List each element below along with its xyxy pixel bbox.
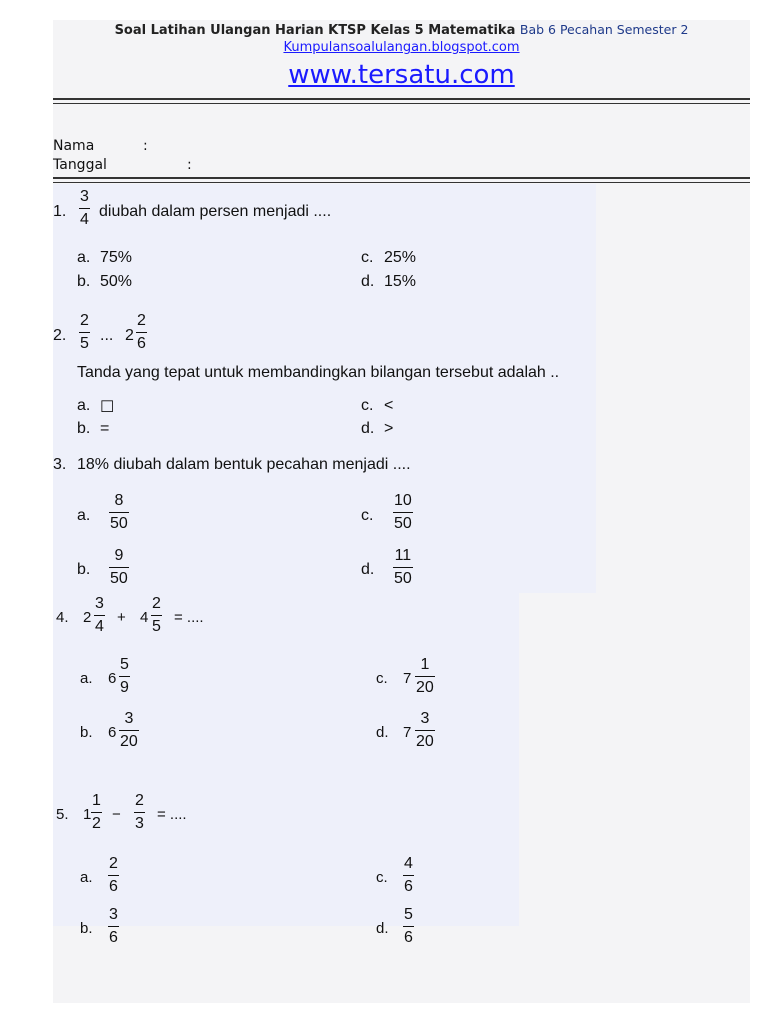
q5-term1-fraction [91, 792, 102, 833]
q2-option-b[interactable]: = [100, 420, 110, 437]
fraction-bar [393, 567, 413, 568]
q1-fraction [79, 188, 90, 229]
q3-option-a[interactable] [109, 492, 129, 533]
q4d-den: 20 [416, 733, 434, 750]
q5-option-c-letter: c. [376, 869, 388, 886]
q3c-den: 50 [394, 515, 412, 532]
name-field [53, 138, 148, 154]
blog-link[interactable]: Kumpulansoalulangan.blogspot.com [283, 40, 520, 55]
q4-term2-fraction [151, 595, 162, 636]
q2-option-b-letter: b. [77, 420, 91, 437]
q5-option-c[interactable] [403, 855, 414, 896]
q4-number: 4. [56, 609, 69, 626]
q2-option-d-letter: d. [361, 420, 375, 437]
q2-option-d[interactable]: > [384, 420, 394, 437]
q1-option-a-letter: a. [77, 249, 91, 266]
q4-option-a-whole: 6 [108, 670, 117, 687]
q5-t2-num: 2 [135, 792, 144, 809]
q4-term2-whole: 4 [140, 609, 149, 626]
q1-frac-den: 4 [80, 211, 89, 228]
q4-option-d[interactable] [415, 710, 435, 751]
fraction-bar [108, 926, 119, 927]
fraction-bar [91, 812, 102, 813]
q2-fraction-2 [136, 312, 147, 353]
q1-option-a[interactable]: 75% [100, 249, 133, 266]
q1-option-b[interactable]: 50% [100, 273, 133, 290]
q2-whole: 2 [125, 327, 134, 344]
q3-option-b-letter: b. [77, 561, 91, 578]
q4-t1-num: 3 [95, 595, 104, 612]
q1-option-c[interactable]: 25% [384, 249, 417, 266]
q5-t1-num: 1 [92, 792, 101, 809]
q2-option-c[interactable]: < [384, 397, 394, 414]
q4-option-c[interactable] [415, 656, 435, 697]
worksheet-page [53, 20, 750, 1003]
title-sub: Bab 6 Pecahan Semester 2 [519, 22, 689, 37]
questions-panel-1 [53, 184, 596, 593]
fraction-bar [136, 332, 147, 333]
q1-option-c-letter: c. [361, 249, 374, 266]
q3a-den: 50 [110, 515, 128, 532]
q3b-num: 9 [114, 547, 124, 564]
q4-term1-whole: 2 [83, 609, 92, 626]
fraction-bar [109, 567, 129, 568]
q5-option-a-letter: a. [80, 869, 93, 886]
fraction-bar [415, 730, 435, 731]
q4-t2-den: 5 [152, 618, 161, 635]
q5-option-d[interactable] [403, 906, 414, 947]
fraction-bar [415, 676, 435, 677]
fraction-bar [403, 926, 414, 927]
q5d-num: 5 [404, 906, 413, 923]
q4-option-b[interactable] [119, 710, 139, 751]
q5-option-a[interactable] [108, 855, 119, 896]
fraction-bar [79, 208, 90, 209]
q2-option-c-letter: c. [361, 397, 374, 414]
q2-frac1-num: 2 [80, 312, 89, 329]
title-main: Soal Latihan Ulangan Harian KTSP Kelas 5 Matematika [114, 23, 516, 38]
q3b-den: 50 [110, 570, 128, 587]
q2-option-a-letter: a. [77, 397, 91, 414]
q4c-num: 1 [420, 656, 430, 673]
q5b-den: 6 [109, 929, 118, 946]
questions-panel-2 [53, 593, 519, 946]
q5-option-b[interactable] [108, 906, 119, 947]
q5b-num: 3 [109, 906, 118, 923]
q2-frac1-den: 5 [80, 335, 89, 352]
q3d-num: 11 [394, 547, 412, 564]
fraction-bar [94, 615, 105, 616]
q4a-den: 9 [120, 679, 129, 696]
q3a-num: 8 [114, 492, 124, 509]
q5c-den: 6 [404, 878, 413, 895]
q1-number: 1. [53, 203, 67, 220]
q2-frac2-den: 6 [137, 335, 146, 352]
date-colon: : [187, 157, 192, 173]
form-divider [53, 177, 750, 183]
q3-option-c[interactable] [393, 492, 413, 533]
q4-term1-fraction [94, 595, 105, 636]
q5a-num: 2 [109, 855, 118, 872]
q4-operator: + [117, 609, 126, 626]
q2-stem: Tanda yang tepat untuk membandingkan bilangan tersebut adalah .. [77, 364, 560, 381]
q5c-num: 4 [404, 855, 413, 872]
q5-number: 5. [56, 806, 69, 823]
q1-frac-num: 3 [80, 188, 89, 205]
q4-option-c-whole: 7 [403, 670, 412, 687]
q4-option-a[interactable] [119, 656, 130, 697]
q3-option-b[interactable] [109, 547, 129, 588]
date-field [53, 157, 192, 173]
q4b-den: 20 [120, 733, 138, 750]
fraction-bar [134, 812, 145, 813]
q5d-den: 6 [404, 929, 413, 946]
q2-fraction-1 [79, 312, 90, 353]
q5-t1-den: 2 [92, 815, 101, 832]
q3d-den: 50 [394, 570, 412, 587]
q4-equals: = .... [174, 609, 204, 626]
q4a-num: 5 [120, 656, 129, 673]
name-label: Nama [53, 138, 95, 154]
q1-stem: diubah dalam persen menjadi .... [99, 203, 332, 220]
q3-option-d[interactable] [393, 547, 413, 588]
q4-option-b-letter: b. [80, 724, 93, 741]
fraction-bar [109, 512, 129, 513]
q4-option-a-letter: a. [80, 670, 93, 687]
q4-t2-num: 2 [152, 595, 161, 612]
q4-option-c-letter: c. [376, 670, 388, 687]
q2-frac2-num: 2 [137, 312, 146, 329]
q4c-den: 20 [416, 679, 434, 696]
q4d-num: 3 [420, 710, 430, 727]
q5-term1-whole: 1 [83, 806, 92, 823]
q3-stem: 18% diubah dalam bentuk pecahan menjadi .... [77, 456, 411, 473]
name-colon: : [143, 138, 148, 154]
fraction-bar [119, 730, 139, 731]
site-link[interactable]: www.tersatu.com [288, 60, 515, 90]
q4-option-d-whole: 7 [403, 724, 412, 741]
q3-option-c-letter: c. [361, 507, 374, 524]
fraction-bar [119, 676, 130, 677]
fraction-bar [108, 875, 119, 876]
q4-option-b-whole: 6 [108, 724, 117, 741]
q2-ellipsis: ... [100, 327, 114, 344]
q5-option-d-letter: d. [376, 920, 389, 937]
q1-option-d-letter: d. [361, 273, 375, 290]
q5-option-b-letter: b. [80, 920, 93, 937]
q3-option-a-letter: a. [77, 507, 91, 524]
q1-option-d[interactable]: 15% [384, 273, 417, 290]
q3c-num: 10 [394, 492, 412, 509]
header-divider [53, 98, 750, 104]
q4-option-d-letter: d. [376, 724, 389, 741]
q3-number: 3. [53, 456, 67, 473]
q3-option-d-letter: d. [361, 561, 375, 578]
q2-option-a[interactable]: ☐ [100, 399, 115, 416]
q5-t2-den: 3 [135, 815, 144, 832]
fraction-bar [393, 512, 413, 513]
q5-term2-fraction [134, 792, 145, 833]
fraction-bar [403, 875, 414, 876]
q5a-den: 6 [109, 878, 118, 895]
q4-t1-den: 4 [95, 618, 104, 635]
fraction-bar [79, 332, 90, 333]
worksheet-title [53, 22, 750, 38]
q5-operator: − [112, 806, 121, 823]
q4b-num: 3 [124, 710, 134, 727]
q5-equals: = .... [157, 806, 187, 823]
q1-option-b-letter: b. [77, 273, 91, 290]
fraction-bar [151, 615, 162, 616]
q2-number: 2. [53, 327, 67, 344]
q5-clipped-row [53, 903, 519, 946]
date-label: Tanggal [53, 157, 107, 173]
